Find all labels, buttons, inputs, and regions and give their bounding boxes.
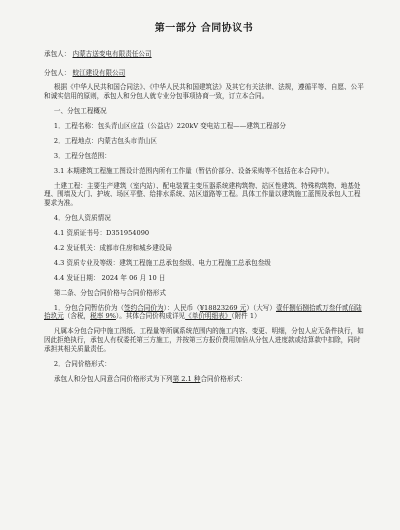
issue-date: 4.4 发证日期： 2024 年 06 月 10 日 xyxy=(53,273,166,282)
scope-3-1: 3.1 本期建筑工程施工图设计范围内所有工作量（暂估价部分、设备采购等不包括在本合同中）。 xyxy=(53,166,334,175)
price-text: （附件 1） xyxy=(231,312,261,321)
price-in-words: 壹仟捌佰捌拾贰万叁仟贰佰陆拾玖元 xyxy=(44,303,362,321)
change-execution-paragraph: 凡属本分包合同中施工图纸、工程量等所属系统范围内的施工内容、变更、明细，分包人应无条件执行，如因此拒绝执行，承包人有权委托第三方施工，并按第三方报价费用加倍从分包人进度款或结算款中扣除，同时承担其相关质量责任。 xyxy=(44,327,364,354)
price-amount: ¥18823269 元 xyxy=(199,303,247,312)
price-form-choice: 第 2.1 种 xyxy=(172,374,201,383)
employer-name: 内蒙古送变电有限责任公司 xyxy=(72,49,152,58)
price-text: 1．分包合同暂估价为（ xyxy=(53,303,125,312)
unit-price-table-ref: 《单价明细表》 xyxy=(185,312,232,321)
project-location: 2．工程地点：内蒙古包头市青山区 xyxy=(53,136,157,145)
qualification-heading: 4．分包人资质情况 xyxy=(53,214,111,223)
price-text: （含税， xyxy=(63,312,91,321)
price-form-text xyxy=(44,375,364,384)
qualification-grade: 4.3 资质专业及等级：建筑工程施工总承包叁级、电力工程施工总承包叁级 xyxy=(53,258,271,267)
intro-paragraph: 根据《中华人民共和国合同法》、《中华人民共和国建筑法》及其它有关法律、法规，遵循平等、自愿、公平和诚实信用的原则，承包人和分包人就专业分包事项协商一致，订立本合同。 xyxy=(44,83,364,101)
signing-price-label: 签约合同价为 xyxy=(124,303,164,312)
subcontractor-line xyxy=(44,69,364,78)
subcontractor-label: 分包人： xyxy=(44,69,71,78)
price-form-text-a: 承包人和分包人同意合同价格形式为下列 xyxy=(53,374,173,383)
scope-heading: 3．工程分包范围： xyxy=(53,151,111,160)
employer-label: 承包人： xyxy=(44,49,71,58)
civil-works: 土建工程：主要生产建筑（室内站）、配电装置主变压器系统建构筑物、站区性建筑、特殊构筑物、地基处理、围墙及大门、护坡、场区平整、给排水系统、站区道路等工程。具体工作量以建筑施工蓝图及承包人工程要求为准。 xyxy=(44,181,361,208)
employer-line xyxy=(44,50,364,59)
contract-price-paragraph xyxy=(44,304,364,322)
price-text: ）（大写） xyxy=(246,303,276,312)
certificate-number: 4.1 资质证书号：D351954090 xyxy=(53,229,150,238)
price-form-heading: 2．合同价格形式： xyxy=(53,359,111,368)
price-text: ）。其体合同价构成详见 xyxy=(115,312,186,321)
subcontractor-name: 蛟江建设有限公司 xyxy=(72,69,126,78)
project-name: 1．工程名称：包头青山区应益（公益店）220kV 变电站工程——建筑工程部分 xyxy=(53,121,286,130)
page-title: 第一部分 合同协议书 xyxy=(154,23,254,34)
section-2-title: 第二条、分包合同价格与合同价格形式 xyxy=(53,288,166,297)
price-form-text-c: 合同价格形式： xyxy=(200,374,247,383)
section-1-title: 一、分包工程概况 xyxy=(53,107,107,116)
tax-rate: 税率 9% xyxy=(90,312,116,321)
issuing-authority: 4.2 发证机关：成都市住房和城乡建设局 xyxy=(53,243,172,252)
price-text: ）：人民币（ xyxy=(163,303,200,312)
